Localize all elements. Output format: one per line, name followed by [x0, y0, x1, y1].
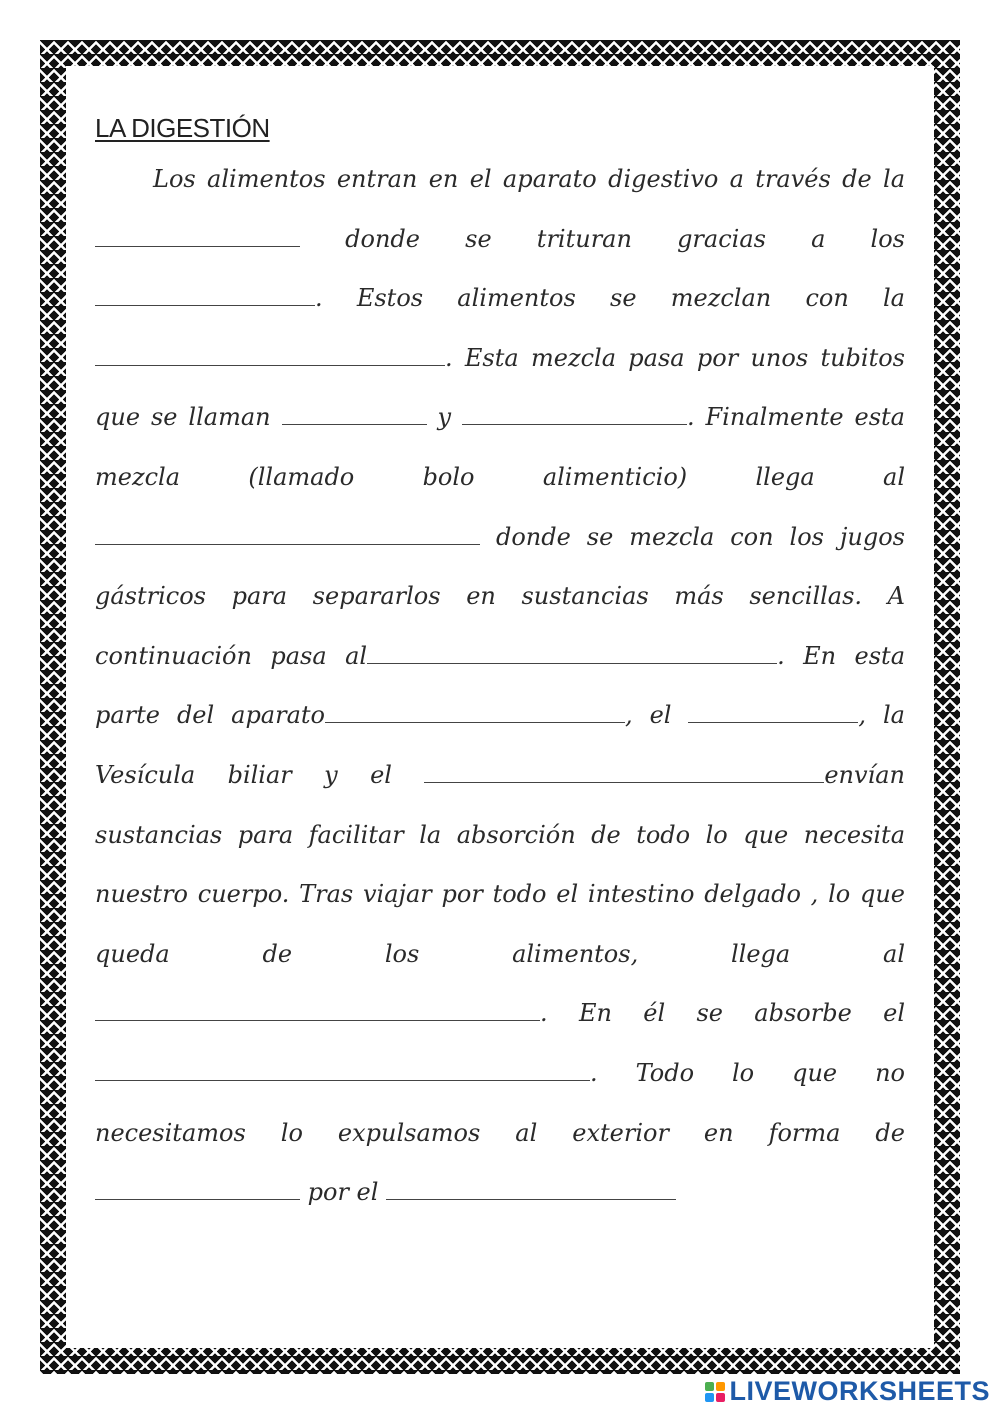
answer-blank-4[interactable]	[282, 400, 427, 425]
answer-blank-13[interactable]	[95, 1175, 300, 1200]
answer-blank-11[interactable]	[95, 996, 540, 1021]
text-segment: envían sustancias para facilitar la absorción de todo lo que necesita nuestro cuerpo. Tras viajar por todo el intestino delgado , lo que queda de los alimentos, llega al	[95, 760, 905, 968]
answer-blank-10[interactable]	[424, 758, 824, 783]
answer-blank-2[interactable]	[95, 281, 315, 306]
answer-blank-14[interactable]	[386, 1175, 676, 1200]
answer-blank-3[interactable]	[95, 341, 445, 366]
text-segment: . Finalmente esta mezcla (llamado bolo alimenticio) llega al	[95, 403, 905, 491]
answer-blank-6[interactable]	[95, 520, 480, 545]
text-segment: . Estos alimentos se mezclan con la	[315, 284, 905, 313]
text-segment: . Todo lo que no necesitamos lo expulsamos al exterior en forma de	[95, 1058, 905, 1147]
answer-blank-5[interactable]	[462, 400, 687, 425]
text-segment: donde se mezcla con los jugos gástricos para separarlos en sustancias más sencillas. A continuación pasa al	[95, 522, 905, 670]
worksheet-text	[95, 150, 905, 1223]
logo-text: LIVEWORKSHEETS	[729, 1376, 990, 1406]
answer-blank-1[interactable]	[95, 222, 300, 247]
worksheet-title: LA DIGESTIÓN	[95, 113, 270, 144]
text-segment: Los alimentos entran en el aparato digestivo a través de la	[153, 165, 905, 193]
text-segment: donde se trituran gracias a los	[345, 224, 905, 253]
liveworksheets-logo-icon	[705, 1382, 725, 1402]
text-segment: , la Vesícula biliar y el	[95, 701, 905, 789]
text-segment: . En esta parte del aparato	[95, 641, 905, 730]
answer-blank-8[interactable]	[325, 698, 625, 723]
liveworksheets-logo[interactable]	[705, 1376, 990, 1407]
text-segment: , el	[625, 701, 672, 730]
text-segment: . En él se absorbe el	[540, 999, 905, 1028]
answer-blank-12[interactable]	[95, 1056, 590, 1081]
text-segment: . Esta mezcla pasa por unos tubitos que se llaman	[95, 343, 905, 432]
answer-blank-7[interactable]	[367, 639, 777, 664]
answer-blank-9[interactable]	[688, 698, 858, 723]
text-segment: por el	[307, 1178, 379, 1207]
text-segment: y	[437, 403, 452, 432]
